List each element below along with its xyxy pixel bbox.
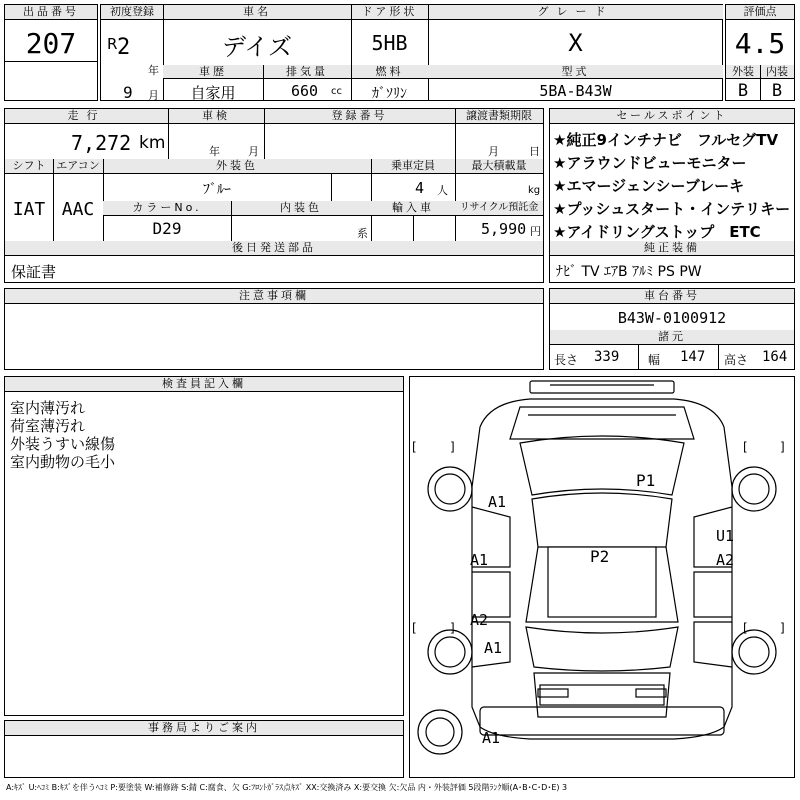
history-value: 自家用 xyxy=(190,84,236,102)
ext-color-value: ﾌﾞﾙｰ xyxy=(203,182,231,198)
svg-text:[: [ xyxy=(743,621,748,635)
displacement-label: 排気量 xyxy=(263,65,351,79)
history-label: 車歴 xyxy=(163,65,263,79)
capacity-value: 4 xyxy=(415,179,425,197)
inspector-box xyxy=(4,376,404,716)
door-type-label: ドア形状 xyxy=(351,5,428,20)
damage-mark-a1-left-rear: A1 xyxy=(484,639,503,657)
inspector-line-1: 室内薄汚れ xyxy=(10,399,86,417)
color-no-value: D29 xyxy=(152,219,182,238)
office-box xyxy=(4,720,404,778)
ext-color-label: 外装色 xyxy=(103,159,371,174)
doc-deadline-label: 譲渡書類期限 xyxy=(455,109,543,124)
shift-label: シフト xyxy=(5,159,53,174)
inspector-line-3: 外装うすい線傷 xyxy=(10,435,116,453)
import-label: 輸入車 xyxy=(371,201,455,216)
sales-point-2: ★アラウンドビューモニター xyxy=(553,154,747,172)
capacity-unit: 人 xyxy=(437,184,448,197)
displacement-unit: cc xyxy=(331,86,342,97)
deadline-month-unit: 月 xyxy=(488,145,499,158)
damage-mark-a1-front-left: A1 xyxy=(488,493,507,511)
legend-text: A:ｷｽﾞ U:ﾍｺﾐ B:ｷｽﾞを伴うﾍｺﾐ P:要塗装 W:補修跡 S:錆 C:腐食、欠 G:ﾌﾛﾝﾄｶﾞﾗｽ点ｷｽﾞ XX:交換済み X:要交換 欠:欠品 内・外装評価 5段階ﾗﾝｸ順(A･B･C･D･E) 3 xyxy=(6,783,568,792)
damage-mark-u1-right: U1 xyxy=(716,527,735,545)
fuel-label: 燃料 xyxy=(351,65,428,79)
chassis-label: 車台番号 xyxy=(550,289,794,304)
svg-text:]: ] xyxy=(450,621,455,635)
height-value: 164 xyxy=(762,349,788,365)
score-label: 評価点 xyxy=(726,5,794,20)
lot-number-label: 出品番号 xyxy=(5,5,97,20)
int-color-unit: 系 xyxy=(357,227,368,240)
int-color-label: 内装色 xyxy=(231,201,371,216)
year-unit: 年 xyxy=(148,64,159,77)
month-unit: 月 xyxy=(148,89,159,102)
recycle-label: リサイクル預託金 xyxy=(455,201,543,216)
office-label: 事務局よりご案内 xyxy=(5,721,403,736)
chassis-box xyxy=(549,288,795,370)
era-letter: R xyxy=(107,35,118,53)
interior-score: B xyxy=(771,81,783,101)
exterior-score-label: 外装 xyxy=(726,65,760,79)
fuel-value: ｶﾞｿﾘﾝ xyxy=(372,86,407,102)
damage-mark-a1-spare: A1 xyxy=(482,729,501,747)
deadline-day-unit: 日 xyxy=(529,145,540,158)
inspector-line-2: 荷室薄汚れ xyxy=(10,417,86,435)
capacity-label: 乗車定員 xyxy=(371,159,455,174)
overall-score: 4.5 xyxy=(734,27,786,60)
lot-number-box xyxy=(4,4,98,101)
width-value: 147 xyxy=(680,349,706,365)
sales-point-5: ★アイドリングストップ ETC xyxy=(553,223,761,241)
svg-text:]: ] xyxy=(780,440,785,454)
sales-points-box xyxy=(549,108,795,283)
model-value: 5BA-B43W xyxy=(539,82,612,100)
svg-text:[: [ xyxy=(412,621,417,635)
inspection-month-unit: 月 xyxy=(248,145,259,158)
mileage-value: 7,272 xyxy=(71,131,132,155)
equipment-value: ﾅﾋﾞ TV ｴｱB ｱﾙﾐ PS PW xyxy=(556,264,702,280)
grade-value: X xyxy=(568,29,583,57)
grade-label: グレード xyxy=(428,5,723,20)
door-type: 5HB xyxy=(371,31,408,55)
car-outline-svg xyxy=(410,377,794,777)
svg-text:]: ] xyxy=(780,621,785,635)
max-load-label: 最大積載量 xyxy=(455,159,543,174)
notes-label: 注意事項欄 xyxy=(5,289,543,304)
svg-text:[: [ xyxy=(743,440,748,454)
vehicle-header-box xyxy=(100,4,723,101)
notes-box xyxy=(4,288,544,370)
registration-year: 2 xyxy=(117,35,131,60)
aircon-value: AAC xyxy=(61,199,95,220)
score-box xyxy=(725,4,795,101)
equipment-label: 純正装備 xyxy=(550,241,794,256)
inspector-line-4: 室内動物の毛小 xyxy=(10,453,116,471)
vehicle-details-box xyxy=(4,108,544,283)
sales-points-label: セールスポイント xyxy=(550,109,794,124)
damage-diagram xyxy=(409,376,795,778)
later-parts-value: 保証書 xyxy=(11,263,57,281)
sales-point-3: ★エマージェンシーブレーキ xyxy=(553,177,745,195)
later-parts-label: 後日発送部品 xyxy=(5,241,543,256)
damage-mark-p1: P1 xyxy=(636,471,656,490)
registration-month: 9 xyxy=(123,83,133,102)
mileage-unit: km xyxy=(139,133,166,153)
car-name-label: 車名 xyxy=(163,5,351,20)
svg-text:]: ] xyxy=(450,440,455,454)
recycle-unit: 円 xyxy=(530,225,541,238)
lot-number: 207 xyxy=(25,27,77,60)
exterior-score: B xyxy=(737,81,749,101)
inspection-label: 車検 xyxy=(168,109,264,124)
recycle-value: 5,990 xyxy=(481,220,527,238)
length-value: 339 xyxy=(594,349,620,365)
damage-mark-p2: P2 xyxy=(590,547,610,566)
displacement-value: 660 xyxy=(291,82,319,100)
interior-score-label: 内装 xyxy=(760,65,794,79)
chassis-number: B43W-0100912 xyxy=(617,309,727,327)
inspection-year-unit: 年 xyxy=(209,145,220,158)
car-name: デイズ xyxy=(221,33,293,61)
damage-mark-a1-left-door: A1 xyxy=(470,551,489,569)
damage-mark-a2-left-rear-door: A2 xyxy=(470,611,489,629)
mileage-label: 走行 xyxy=(5,109,168,124)
max-load-unit: kg xyxy=(528,185,541,196)
sales-point-1: ★純正9インチナビ フルセグTV xyxy=(553,131,779,149)
shift-value: IAT xyxy=(12,199,46,220)
color-no-label: カラーNo. xyxy=(103,201,231,216)
sales-point-4: ★プッシュスタート・インテリキー xyxy=(553,200,791,218)
model-label: 型式 xyxy=(428,65,723,79)
first-registration-label: 初度登録 xyxy=(101,5,163,20)
damage-mark-a2-right-door: A2 xyxy=(716,551,735,569)
reg-number-label: 登録番号 xyxy=(264,109,455,124)
spec-label: 諸元 xyxy=(550,330,794,345)
svg-text:[: [ xyxy=(412,440,417,454)
height-label: 高さ xyxy=(724,353,749,367)
length-label: 長さ xyxy=(554,353,579,367)
inspector-label: 検査員記入欄 xyxy=(5,377,403,392)
width-label: 幅 xyxy=(648,353,661,367)
aircon-label: エアコン xyxy=(53,159,103,174)
